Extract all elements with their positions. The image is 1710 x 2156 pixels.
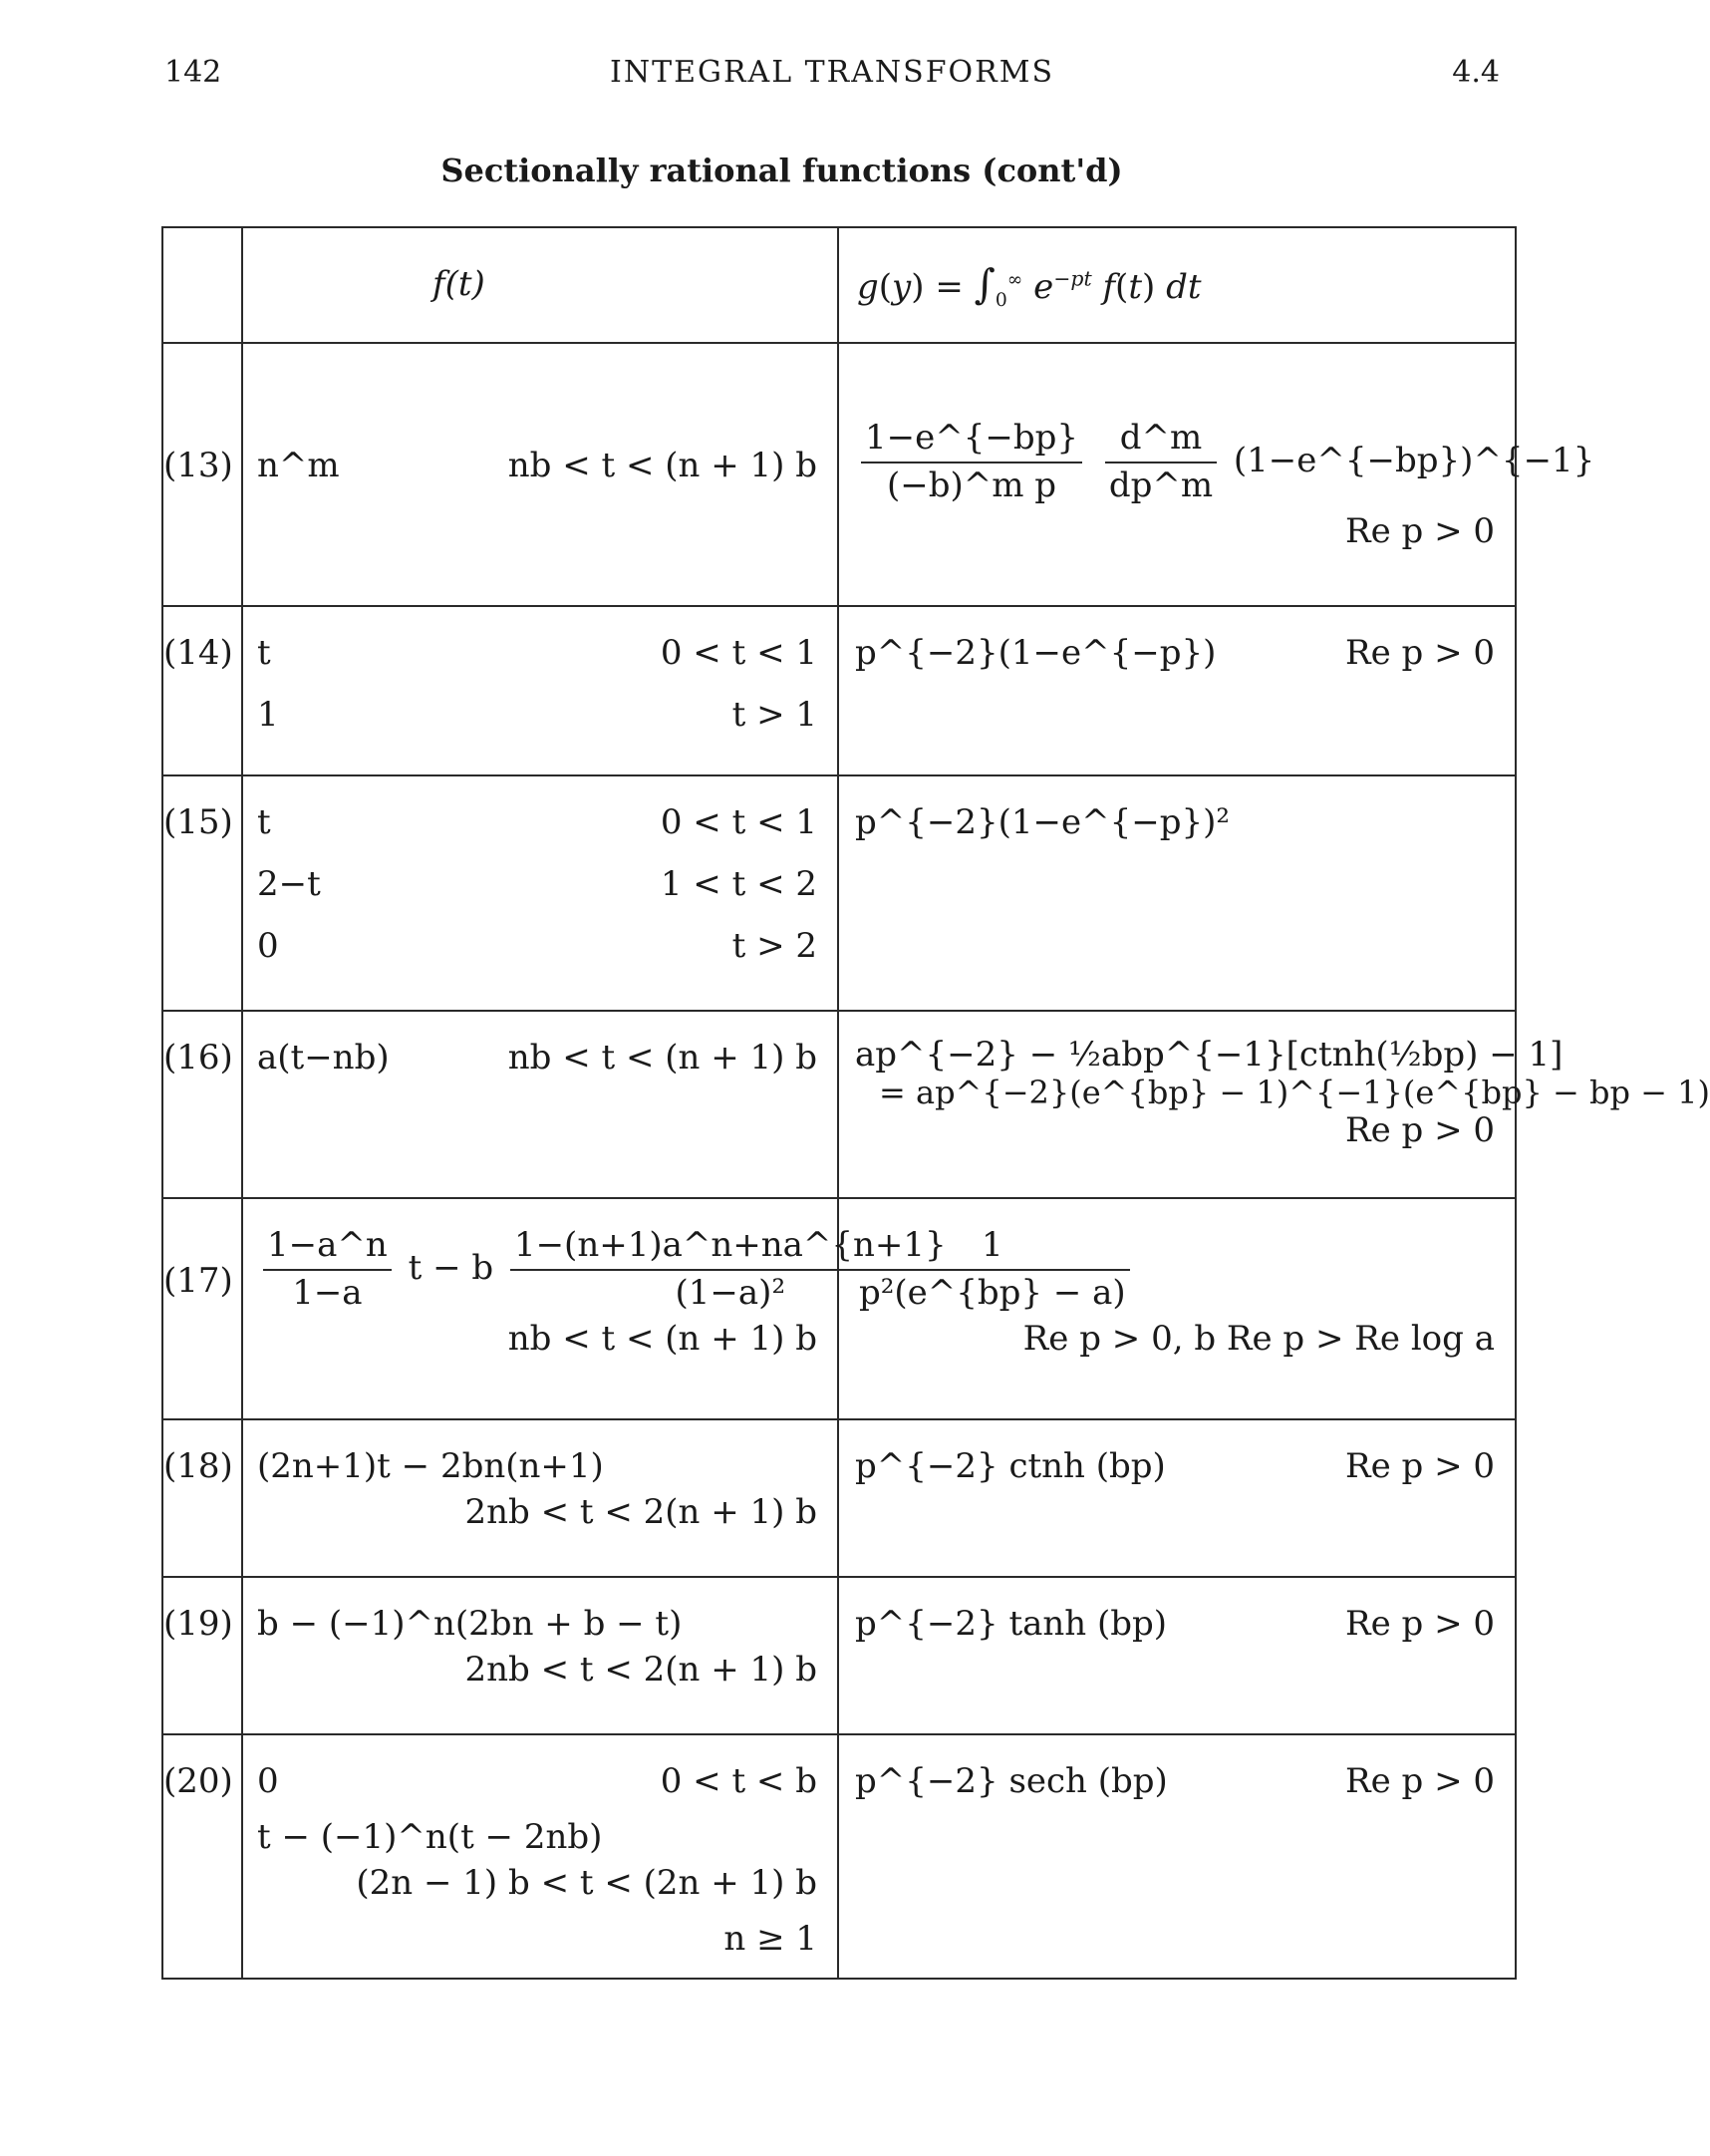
table-row	[162, 1734, 1516, 1979]
column-header-g: $g(y) = \int_0^\infty$ $e^{-pt}$ f(t) dt	[838, 227, 1516, 343]
g-cell	[838, 343, 1595, 606]
g-condition: Re p > 0	[1344, 510, 1495, 551]
transform-table	[161, 226, 1710, 1980]
row-number: (16)	[162, 1011, 242, 1198]
f-cell: a(t−nb) nb < t < (n + 1) b	[242, 1011, 838, 1198]
g-tail: (1−e^{−bp})^{−1}	[1233, 440, 1595, 480]
page-header	[164, 55, 1500, 95]
g-cell: $\frac{1}{\text{p²(e\textasciicircum{}\{bp\} − a)}}$ Re p > 0, b Re p > Re log a	[838, 1198, 1516, 1419]
row-number: (19)	[162, 1577, 242, 1734]
row-number: (15)	[162, 775, 242, 1011]
f-cell: 0 0 < t < b t − (−1)^n(t − 2nb) (2n − 1) b < t < (2n + 1) b n ≥ 1	[242, 1734, 838, 1979]
g-cell: p^{−2}(1−e^{−p}) Re p > 0	[838, 606, 1516, 775]
table-row	[162, 606, 1516, 775]
table-row	[162, 1198, 1516, 1419]
f-cell: (2n+1)t − 2bn(n+1) 2nb < t < 2(n + 1) b	[242, 1419, 838, 1577]
running-title: INTEGRAL TRANSFORMS	[609, 55, 1055, 90]
f-cell: b − (−1)^n(2bn + b − t) 2nb < t < 2(n + 1) b	[242, 1577, 838, 1734]
g-cell: p^{−2} ctnh (bp) Re p > 0	[838, 1419, 1516, 1577]
page-number: 142	[164, 55, 222, 90]
f-cell: t 0 < t < 1 1 t > 1	[242, 606, 838, 775]
f-range: nb < t < (n + 1) b	[507, 446, 817, 485]
g-cell: p^{−2} sech (bp) Re p > 0	[838, 1734, 1516, 1979]
column-header-f: f(t)	[242, 227, 838, 343]
row-number: (18)	[162, 1419, 242, 1577]
g-fraction-2: $\frac{d\^{}m}{dp\^{}m}$	[1105, 416, 1217, 509]
f-cell	[242, 343, 838, 606]
g-fraction-1: $\frac{1-e\^{}\{-bp\}}{\text{(−b)\textasciicircum{}m p}}$	[861, 416, 1082, 509]
section-number: 4.4	[1452, 55, 1500, 90]
g-cell: p^{−2} tanh (bp) Re p > 0	[838, 1577, 1516, 1734]
table-header-row	[162, 227, 1516, 343]
header-no-cell	[162, 227, 242, 343]
f-cell: t 0 < t < 1 2−t 1 < t < 2 0 t > 2	[242, 775, 838, 1011]
row-number: (17)	[162, 1198, 242, 1419]
f-expression: n^m	[257, 446, 340, 485]
f-cell: $\frac{1-a\^{}n}{1-a}$ t − b $\frac{1-(n+1)a\^{}n+na\^{}\{n+1\}}{\text{(1−a)²}}$ nb < t < (n + 1) b	[242, 1198, 838, 1419]
table-row	[162, 775, 1516, 1011]
table-subtitle: Sectionally rational functions (cont'd)	[440, 152, 1123, 189]
table-row	[162, 343, 1516, 606]
g-cell: p^{−2}(1−e^{−p})²	[838, 775, 1516, 1011]
table-row	[162, 1011, 1516, 1198]
row-number: (14)	[162, 606, 242, 775]
table-row	[162, 1419, 1516, 1577]
row-number: (13)	[162, 343, 242, 606]
row-number: (20)	[162, 1734, 242, 1979]
g-cell: ap^{−2} − ½abp^{−1}[ctnh(½bp) − 1] = ap^{−2}(e^{bp} − 1)^{−1}(e^{bp} − bp − 1) Re p > 0	[838, 1011, 1516, 1198]
table-row	[162, 1577, 1516, 1734]
